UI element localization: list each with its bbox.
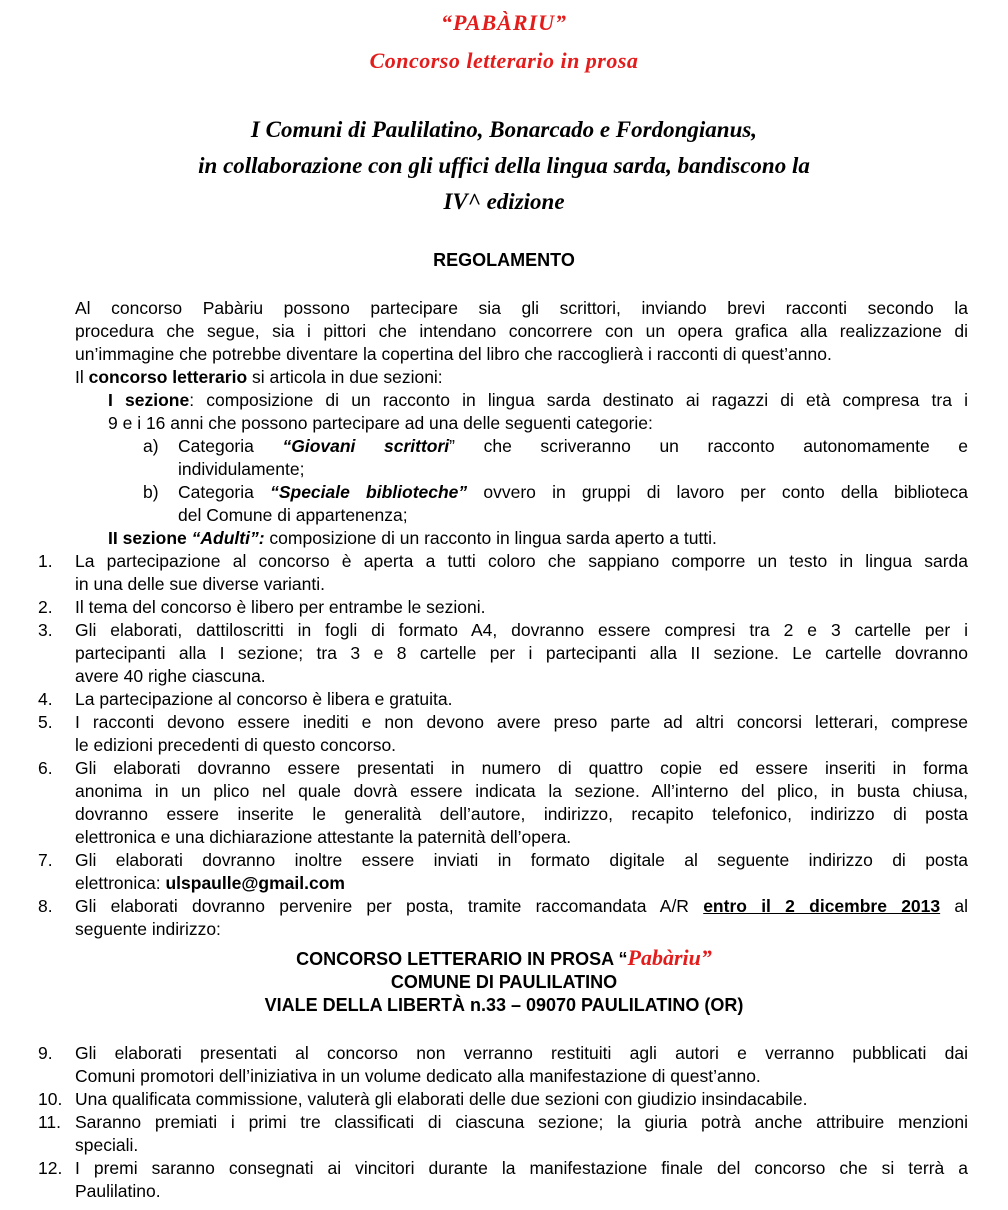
list-item: Gli elaborati, dattiloscritti in fogli di formato A4, dovranno essere compresi tra 2 e 3 cartelle per i partecipanti alla I sezione; tra 3 e 8 cartelle per i partecipanti alla II sezione. Le cartelle dovranno avere 40 righe ciascuna. [75,620,968,686]
category-a [178,435,968,481]
category-a-line: individulamente; [178,459,305,479]
item-number: 7. [38,850,53,870]
item-number: 3. [38,620,53,640]
section-1 [108,389,968,435]
address-line-3: VIALE DELLA LIBERTÀ n.33 – 09070 PAULILATINO (OR) [264,995,744,1015]
item-number: 11. [38,1112,62,1132]
address-block [0,946,1008,1017]
item-number: 9. [38,1043,53,1063]
list-item: Saranno premiati i primi tre classificati di ciascuna sezione; la giuria potrà anche attribuire menzioni speciali. [75,1112,968,1155]
category-b-line: del Comune di appartenenza; [178,505,408,525]
intro-line: in collaborazione con gli uffici della lingua sarda, bandiscono la [198,153,810,178]
item-number: 12. [38,1158,63,1178]
regolamento-heading: REGOLAMENTO [433,250,575,270]
document-subtitle: Concorso letterario in prosa [369,48,639,73]
category-b-label: b) [143,482,159,502]
section-2: II sezione “Adulti”: composizione di un racconto in lingua sarda aperto a tutti. [108,528,717,548]
intro-block [0,112,1008,220]
concorso-line: Il concorso letterario si articola in due sezioni: [75,367,443,387]
list-item: Gli elaborati dovranno inoltre essere inviati in formato digitale al seguente indirizzo di posta elettronica: ulspaulle@gmail.com [75,850,968,893]
list-item: Il tema del concorso è libero per entrambe le sezioni. [75,597,486,617]
opening-line: un’immagine che potrebbe diventare la copertina del libro che raccoglierà i racconti di quest’anno. [75,344,832,364]
category-a-label: a) [143,436,159,456]
item-number: 10. [38,1089,63,1109]
section-1-line: 9 e i 16 anni che possono partecipare ad una delle seguenti categorie: [108,413,653,433]
contact-email: ulspaulle@gmail.com [165,873,345,893]
category-a-line: Categoria “Giovani scrittori” che scriveranno un racconto autonomamente e [178,436,969,456]
list-item: I racconti devono essere inediti e non devono avere preso parte ad altri concorsi letterari, comprese le edizioni precedenti di questo concorso. [75,712,968,755]
item-number: 1. [38,551,53,571]
list-item: Gli elaborati dovranno pervenire per posta, tramite raccomandata A/R entro il 2 dicembre 2013 al seguente indirizzo: [75,896,969,939]
opening-paragraph [75,297,968,389]
list-item: Gli elaborati dovranno essere presentati in numero di quattro copie ed essere inseriti in forma anonima in un plico nel quale dovrà essere indicata la sezione. All’interno del plico, in busta chiusa, dovranno essere inserite le generalità dell’autore, indirizzo, recapito telefonico, indirizzo di posta elettronica e una dichiarazione attestante la paternità dell’opera. [75,758,968,847]
category-b [178,481,968,527]
category-b-line: Categoria “Speciale biblioteche” ovvero in gruppi di lavoro per conto della biblioteca [178,482,969,502]
list-item: Una qualificata commissione, valuterà gli elaborati delle due sezioni con giudizio insindacabile. [75,1089,808,1109]
item-number: 8. [38,896,53,916]
list-item: La partecipazione al concorso è libera e gratuita. [75,689,453,709]
address-line-1: CONCORSO LETTERARIO IN PROSA “Pabàriu” [296,945,712,970]
section-1-line: I sezione: composizione di un racconto in lingua sarda destinato ai ragazzi di età compresa tra i [108,390,968,410]
list-item: Gli elaborati presentati al concorso non verranno restituiti agli autori e verranno pubblicati dai Comuni promotori dell’iniziativa in un volume dedicato alla manifestazione di quest’anno. [75,1043,968,1086]
item-number: 5. [38,712,53,732]
item-number: 2. [38,597,53,617]
opening-line: procedura che segue, sia i pittori che intendano concorrere con un opera grafica alla realizzazione di [75,321,968,341]
deadline: entro il 2 dicembre 2013 [703,896,941,916]
item-number: 4. [38,689,53,709]
address-line-2: COMUNE DI PAULILATINO [390,972,618,992]
intro-line: I Comuni di Paulilatino, Bonarcado e Fordongianus, [250,117,758,142]
item-number: 6. [38,758,53,778]
list-item: I premi saranno consegnati ai vincitori durante la manifestazione finale del concorso che si terrà a Paulilatino. [75,1158,968,1201]
document-title: “PABÀRIU” [441,10,567,35]
list-item: La partecipazione al concorso è aperta a tutti coloro che sappiano comporre un testo in lingua sarda in una delle sue diverse varianti. [75,551,968,594]
opening-line: Al concorso Pabàriu possono partecipare sia gli scrittori, inviando brevi racconti secondo la [75,298,968,318]
intro-line: IV^ edizione [443,189,565,214]
